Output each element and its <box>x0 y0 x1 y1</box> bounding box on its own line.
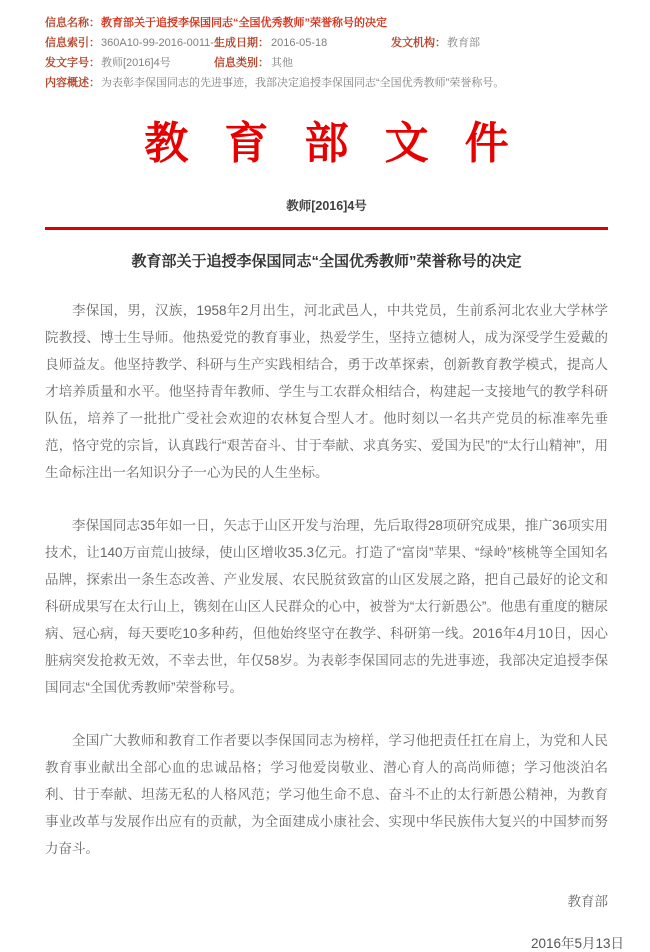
meta-org-value: 教育部 <box>447 37 480 49</box>
body-paragraph-3: 全国广大教师和教育工作者要以李保国同志为榜样，学习他把责任扛在肩上，为党和人民教育事业献出全部心血的忠诚品格；学习他爱岗敬业、潜心育人的高尚师德；学习他淡泊名利、甘于奉献、坦荡无私的人格风范；学习他生命不息、奋斗不止的太行新愚公精神，为教育事业改革与发展作出应有的贡献，为全面建成小康社会、实现中华民族伟大复兴的中国梦而努力奋斗。 <box>45 733 608 856</box>
meta-gen-date-value: 2016-05-18 <box>271 37 328 49</box>
meta-doc-no-label: 发文字号： <box>45 57 100 69</box>
meta-gen-date-label: 生成日期： <box>214 37 269 49</box>
meta-org-label: 发文机构： <box>391 37 446 49</box>
meta-index-value: 360A10-99-2016-0011-1 <box>101 37 221 49</box>
meta-category-value: 其他 <box>271 57 293 69</box>
meta-doc-no-value: 教师[2016]4号 <box>101 57 171 69</box>
meta-summary-label: 内容概述： <box>45 77 100 89</box>
meta-name-value: 教育部关于追授李保国同志“全国优秀教师”荣誉称号的决定 <box>101 17 387 29</box>
meta-category-label: 信息类别： <box>214 57 269 69</box>
document-body <box>45 297 608 862</box>
document-title: 教育部关于追授李保国同志“全国优秀教师”荣誉称号的决定 <box>131 253 522 270</box>
body-paragraph-2: 李保国同志35年如一日，矢志于山区开发与治理，先后取得28项研究成果，推广36项实用技术，让140万亩荒山披绿，使山区增收35.3亿元。打造了“富岗”苹果、“绿岭”核桃等全国知名品牌，探索出一条生态改善、产业发展、农民脱贫致富的山区发展之路，把自己最好的论文和科研成果写在太行山上，镌刻在山区人民群众的心中，被誉为“太行新愚公”。他患有重度的糖尿病、冠心病，每天要吃10多种药，但他始终坚守在教学、科研第一线。2016年4月10日，因心脏病突发抢救无效，不幸去世，年仅58岁。为表彰李保国同志的先进事迹，我部决定追授李保国同志“全国优秀教师”荣誉称号。 <box>45 518 608 695</box>
meta-index-label: 信息索引： <box>45 37 100 49</box>
document-date: 2016年5月13日 <box>530 936 624 951</box>
body-paragraph-1: 李保国，男，汉族，1958年2月出生，河北武邑人，中共党员，生前系河北农业大学林学院教授、博士生导师。他热爱党的教育事业，热爱学生，坚持立德树人，成为深受学生爱戴的良师益友。他坚持教学、科研与生产实践相结合，勇于改革探索，创新教育教学模式，提高人才培养质量和水平。他坚持青年教师、学生与工农群众相结合，构建起一支接地气的教学科研队伍，培养了一批批广受社会欢迎的农林复合型人才。他时刻以一名共产党员的标准率先垂范，恪守党的宗旨，认真践行“艰苦奋斗、甘于奉献、求真务实、爱国为民”的“太行山精神”，用生命标注出一名知识分子一心为民的人生坐标。 <box>45 303 608 480</box>
meta-info-table <box>45 16 608 90</box>
red-divider-line <box>45 227 608 230</box>
document-number: 教师[2016]4号 <box>286 199 367 213</box>
ministry-masthead-title: 教育部文件 <box>144 119 545 168</box>
issuing-authority-signature: 教育部 <box>567 894 608 909</box>
meta-summary-value: 为表彰李保国同志的先进事迹，我部决定追授李保国同志“全国优秀教师”荣誉称号。 <box>101 77 505 89</box>
meta-name-label: 信息名称： <box>45 17 100 29</box>
